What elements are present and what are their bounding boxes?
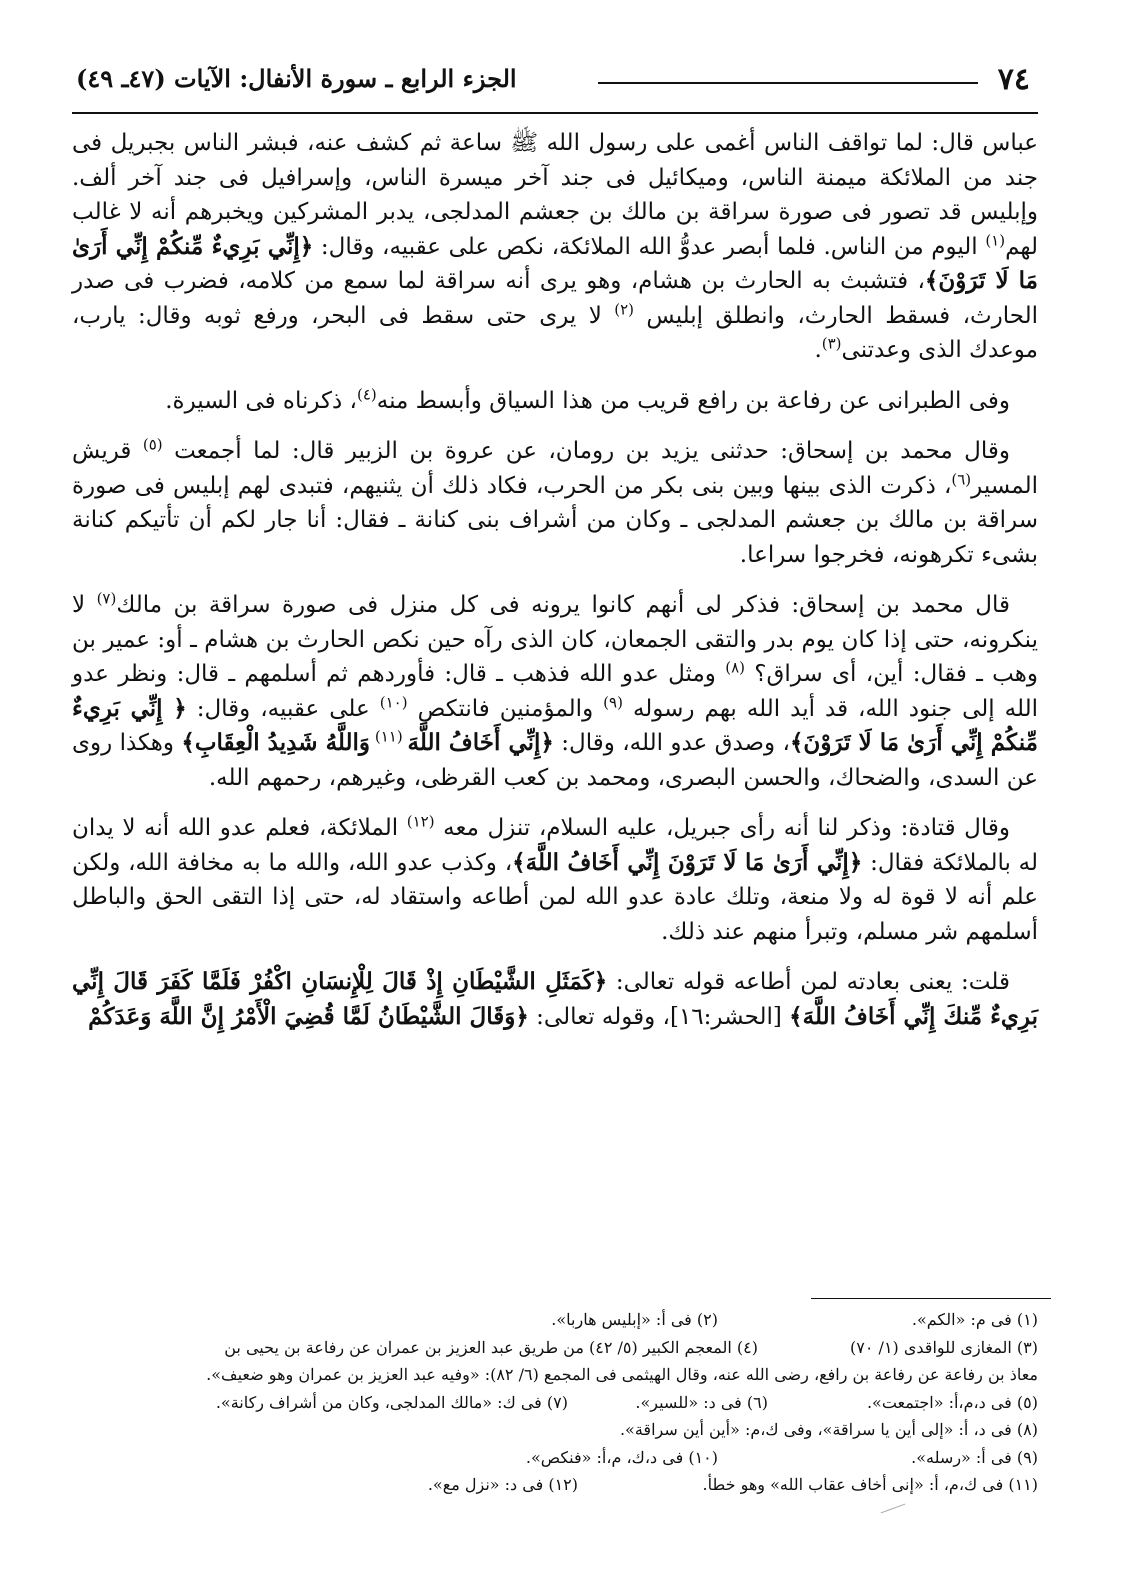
text-run: والمؤمنين فانتكص <box>407 695 604 722</box>
footnote: (٧) فى ك: «مالك المدلجى، وكان من أشراف ركانة». <box>215 1392 568 1412</box>
text-run: ، وكذب عدو الله، والله ما به مخافة الله، ولكن علم أنه لا قوة له ولا منعة، وتلك عادة عدو الله لمن أطاعه واستقاد له، حتى إذا التقى الحق والباطل أسلمهم شر مسلم، وتبرأ منهم عند ذلك. <box>72 849 1038 945</box>
footnote-ref: (١١) <box>370 727 408 746</box>
quran-verse: ﴿إِنِّي بَرِيءٌ مِّنكُمْ إِنِّي أَرَىٰ مَا لَا تَرَوْنَ﴾ <box>72 232 1038 294</box>
footnote-row <box>72 1334 1038 1362</box>
footnote-row <box>72 1361 1038 1389</box>
footnote: (١) فى م: «الكم». <box>911 1310 1038 1329</box>
page-number: ٧٤ <box>997 62 1030 97</box>
quran-verse: وَاللَّهُ شَدِيدُ الْعِقَابِ﴾ <box>181 729 371 756</box>
text-run: ، فتشبث به الحارث بن هشام، وهو يرى أنه سراقة لما سمع من كلامه، فضرب فى صدر الحارث، فسقط الحارث، وانطلق إبليس <box>72 268 1038 329</box>
header-rule <box>598 82 978 84</box>
quran-verse: ﴿ إِنِّي بَرِيءٌ مِّنكُمْ إِنِّي أَرَىٰ مَا لَا تَرَوْنَ﴾ <box>72 694 1039 756</box>
text-run: لا يرى حتى سقط فى البحر، ورفع ثوبه وقال: يارب، موعدك الذى وعدتنى <box>72 302 1038 363</box>
text-run: قريش المسير <box>72 438 1038 499</box>
text-run: ومثل عدو الله فذهب ـ قال: فأوردهم ثم أسلمهم ـ قال: ونظر عدو الله إلى جنود الله، قد أيد الله بهم رسوله <box>72 661 1038 722</box>
quran-verse: ﴿إِنِّي أَرَىٰ مَا لَا تَرَوْنَ إِنِّي أَخَافُ اللَّهَ﴾ <box>512 848 863 876</box>
text-run: ، ذكرناه فى السيرة. <box>165 387 357 414</box>
footnote-ref: (٩) <box>603 692 623 711</box>
paragraph <box>72 965 1038 1034</box>
text-run: وقال محمد بن إسحاق: حدثنى يزيد بن رومان، عن عروة بن الزبير قال: لما أجمعت <box>162 438 1010 464</box>
footnote-ref: (٣) <box>821 334 842 353</box>
footnote: (٢) فى أ: «إبليس هاربا». <box>551 1310 718 1329</box>
paragraph <box>72 384 1038 419</box>
body-text <box>72 126 1038 1050</box>
footnote-separator <box>811 1298 1051 1299</box>
scan-mark <box>881 1504 906 1514</box>
footnote-row <box>72 1444 1038 1472</box>
text-run: عباس قال: لما تواقف الناس أغمى على رسول الله ﷺ ساعة ثم كشف عنه، فبشر الناس بجبريل فى جند من الملائكة ميمنة الناس، وميكائيل فى جند آخر ميسرة الناس، وإسرافيل فى جند آخر ألف. وإبليس قد تصور فى صورة سراقة بن مالك بن جعشم المدلجى، يدبر المشركين ويخبرهم أنه لا غالب لهم <box>72 130 1039 260</box>
text-run: وهكذا روى عن السدى، والضحاك، والحسن البصرى، ومحمد بن كعب القرظى، وغيرهم، رحمهم الله. <box>72 730 1038 791</box>
paragraph <box>72 434 1038 572</box>
text-run: قال محمد بن إسحاق: فذكر لى أنهم كانوا يرونه فى كل منزل فى صورة سراقة بن مالك <box>116 592 1010 618</box>
quran-verse: ﴿إِنِّي أَخَافُ اللَّهَ <box>407 729 554 756</box>
footnote: (١١) فى ك،م، أ: «إنى أخاف عقاب الله» وهو خطأ. <box>702 1475 1038 1494</box>
text-run: ، وصدق عدو الله، وقال: <box>553 730 790 756</box>
quran-verse: ﴿وَقَالَ الشَّيْطَانُ لَمَّا قُضِيَ الْأَمْرُ إِنَّ اللَّهَ وَعَدَكُمْ <box>88 1002 529 1030</box>
footnote-ref: (١٢) <box>406 812 435 831</box>
text-run: ، ذكرت الذى بينها وبين بنى بكر من الحرب، فكاد ذلك أن يثنيهم، فتبدى لهم إبليس فى صورة سراقة بن مالك بن جعشم المدلجى ـ وكان من أشراف بنى كنانة ـ فقال: أنا جار لكم أن تأتيكم كنانة بشىء تكرهونه، فخرجوا سراعا. <box>72 472 1038 568</box>
footnote-ref: (٨) <box>725 658 745 677</box>
footnote-row <box>72 1389 1038 1417</box>
footnote-continuation: معاذ بن رفاعة عن رفاعة بن رافع، رضى الله عنه، وقال الهيثمى فى المجمع (٦/ ٨٢): «وفيه عبد العزيز بن عمران وهو ضعيف». <box>206 1365 1038 1384</box>
paragraph <box>72 126 1038 368</box>
footnote-row <box>72 1416 1038 1444</box>
footnote-ref: (١) <box>985 230 1006 249</box>
footnote-ref: (٤) <box>356 384 377 403</box>
footnote-ref: (١٠) <box>379 692 408 711</box>
text-run: اليوم من الناس. فلما أبصر عدوُّ الله الملائكة، نكص على عقبيه، وقال: <box>313 233 986 260</box>
footnote-ref: (٥) <box>142 435 163 454</box>
text-run: على عقبيه، وقال: <box>186 695 380 722</box>
footnote-row <box>72 1306 1038 1334</box>
paragraph <box>72 588 1038 795</box>
footnote-ref: (٦) <box>951 469 972 488</box>
footnote: (٥) فى د،م،أ: «اجتمعت». <box>866 1392 1038 1412</box>
footnote: (٦) فى د: «للسير». <box>635 1392 768 1412</box>
footnote-ref: (٢) <box>614 299 634 318</box>
text-run: . <box>814 337 822 363</box>
footnote: (٤) المعجم الكبير (٥/ ٤٢) من طريق عبد العزيز بن عمران عن رفاعة بن يحيى بن <box>224 1337 758 1357</box>
running-title: الجزء الرابع ـ سورة الأنفال: الآيات (٤٧ـ ٤٩) <box>76 64 517 93</box>
footnote: (٨) فى د، أ: «إلى أين يا سراقة»، وفى ك،م: «أين أين سراقة». <box>619 1420 1038 1439</box>
text-run: قلت: يعنى بعادته لمن أطاعه قوله تعالى: <box>607 969 1010 995</box>
footnote-ref: (٧) <box>96 589 117 608</box>
text-run: لا ينكرونه، حتى إذا كان يوم بدر والتقى الجمعان، كان الذى رآه حين نكص الحارث بن هشام ـ أو: عمير بن وهب ـ فقال: أين، أى سراق؟ <box>72 592 1038 687</box>
footnote: (١٠) فى د،ك، م،أ: «فنكص». <box>525 1447 718 1467</box>
footnotes <box>72 1306 1038 1499</box>
footnote: (١٢) فى د: «نزل مع». <box>427 1475 578 1494</box>
footnote: (٣) المغازى للواقدى (١/ ٧٠) <box>850 1337 1038 1357</box>
footnote-row <box>72 1471 1038 1499</box>
paragraph <box>72 811 1038 949</box>
quran-verse: ﴿كَمَثَلِ الشَّيْطَانِ إِذْ قَالَ لِلْإِنسَانِ اكْفُرْ فَلَمَّا كَفَرَ قَالَ إِنِّي بَرِيءٌ مِّنكَ إِنِّي أَخَافُ اللَّهَ﴾ <box>72 968 1038 1030</box>
text-run: وقال قتادة: وذكر لنا أنه رأى جبريل، عليه السلام، تنزل معه <box>434 815 1010 841</box>
text-run: [الحشر:١٦]، وقوله تعالى: <box>528 1003 790 1030</box>
text-run: وفى الطبرانى عن رفاعة بن رافع قريب من هذا السياق وأبسط منه <box>376 387 1010 414</box>
page-header <box>72 62 1038 114</box>
footnote: (٩) فى أ: «رسله». <box>911 1447 1038 1467</box>
text-run: الملائكة، فعلم عدو الله أنه لا يدان له بالملائكة فقال: <box>72 815 1038 876</box>
